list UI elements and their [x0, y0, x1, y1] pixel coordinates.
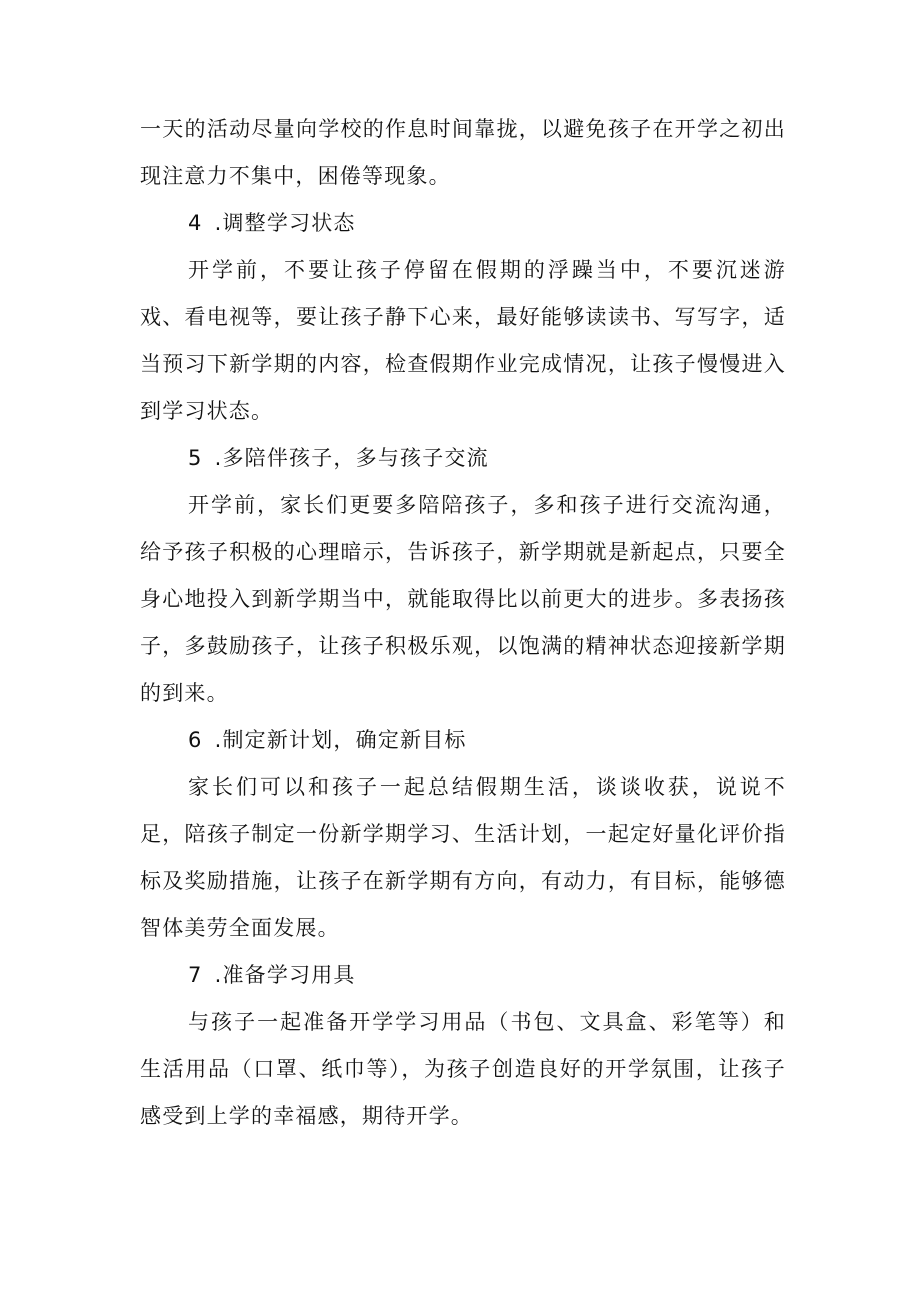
section-heading-4 — [140, 200, 786, 247]
section-paragraph-7: 与孩子一起准备开学学习用品（书包、文具盒、彩笔等）和生活用品（口罩、纸巾等），为孩子创造良好的开学氛围，让孩子感受到上学的幸福感，期待开学。 — [140, 1010, 786, 1128]
section-title: .多陪伴孩子，多与孩子交流 — [214, 446, 489, 470]
section-title: .调整学习状态 — [214, 211, 356, 235]
document-body — [140, 106, 786, 1140]
section-heading-7 — [140, 952, 786, 999]
section-title: .准备学习用具 — [214, 963, 356, 987]
section-number: 5 — [188, 446, 203, 470]
section-title: .制定新计划，确定新目标 — [214, 728, 467, 752]
section-heading-6 — [140, 717, 786, 764]
section-paragraph-6: 家长们可以和孩子一起总结假期生活，谈谈收获，说说不足，陪孩子制定一份新学期学习、生活计划，一起定好量化评价指标及奖励措施，让孩子在新学期有方向，有动力，有目标，能够德智体美劳全面发展。 — [140, 775, 786, 940]
section-heading-5 — [140, 435, 786, 482]
section-number: 6 — [188, 728, 203, 752]
section-number: 7 — [188, 963, 203, 987]
section-paragraph-4: 开学前，不要让孩子停留在假期的浮躁当中，不要沉迷游戏、看电视等，要让孩子静下心来，最好能够读读书、写写字，适当预习下新学期的内容，检查假期作业完成情况，让孩子慢慢进入到学习状态。 — [140, 258, 786, 423]
continuation-paragraph: 一天的活动尽量向学校的作息时间靠拢，以避免孩子在开学之初出现注意力不集中，困倦等现象。 — [140, 117, 786, 188]
section-paragraph-5: 开学前，家长们更要多陪陪孩子，多和孩子进行交流沟通，给予孩子积极的心理暗示，告诉孩子，新学期就是新起点，只要全身心地投入到新学期当中，就能取得比以前更大的进步。多表扬孩子，多鼓励孩子，让孩子积极乐观，以饱满的精神状态迎接新学期的到来。 — [140, 493, 786, 705]
section-number: 4 — [188, 211, 203, 235]
